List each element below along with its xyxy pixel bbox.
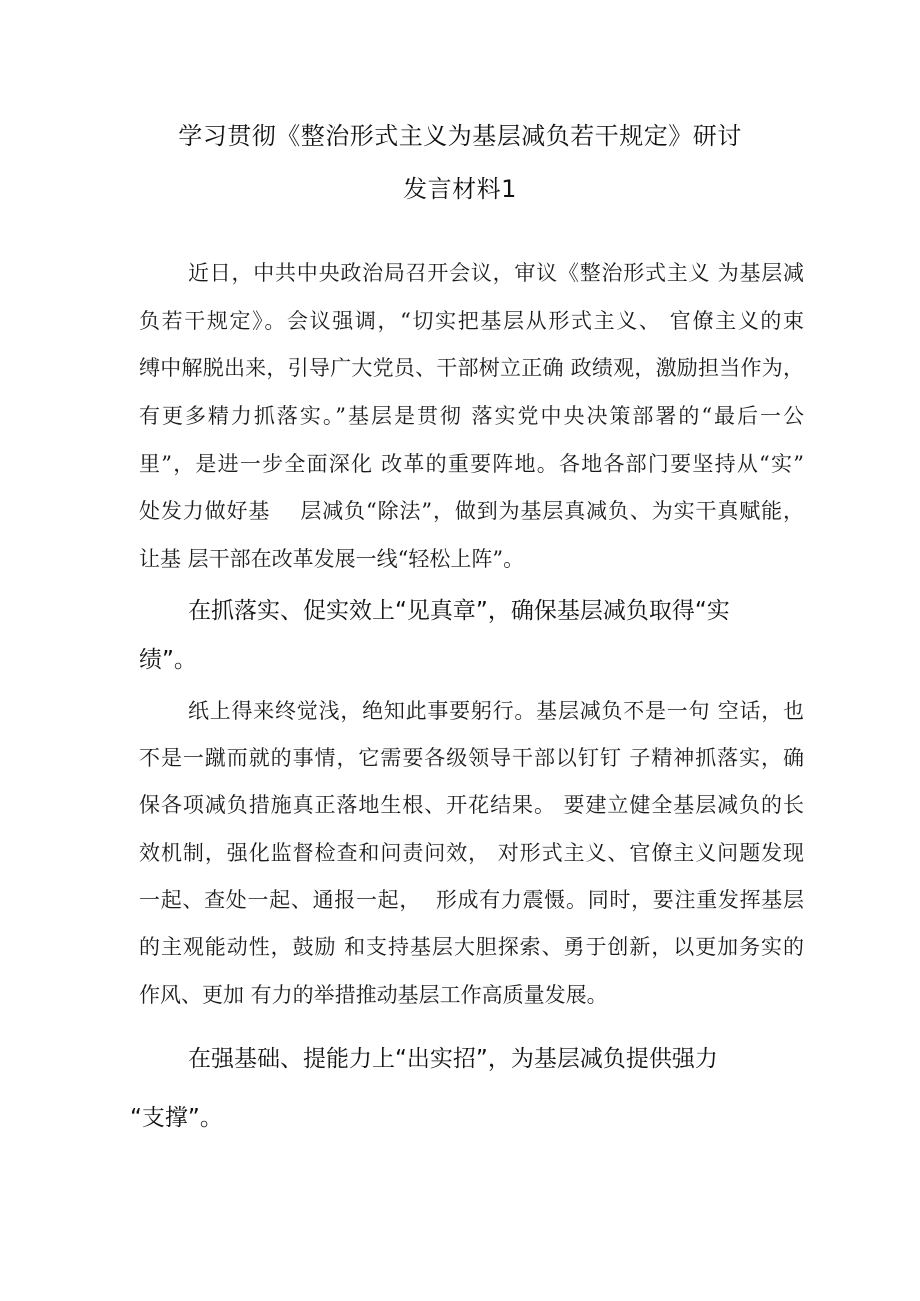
paragraph-line: 不是一蹴而就的事情，它需要各级领导干部以钉钉 子精神抓落实，确 bbox=[139, 746, 804, 770]
heading-line: 在强基础、提能力上“出实招”，为基层减负提供强力 bbox=[188, 1046, 718, 1072]
paragraph-line: 让基 层干部在改革发展一线“轻松上阵”。 bbox=[139, 547, 525, 571]
document-title-line-2: 发言材料1 bbox=[403, 175, 517, 203]
paragraph-line: 作风、更加 有力的举措推动基层工作高质量发展。 bbox=[139, 983, 608, 1007]
paragraph-line: 的主观能动性，鼓励 和支持基层大胆探索、勇于创新，以更加务实的 bbox=[139, 935, 804, 959]
heading-line: “支撑”。 bbox=[130, 1105, 223, 1131]
paragraph-line: 近日，中共中央政治局召开会议，审议《整治形式主义 为基层减 bbox=[188, 261, 804, 285]
paragraph-line: 效机制，强化监督检查和问责问效， 对形式主义、官僚主义问题发现 bbox=[139, 841, 804, 865]
heading-line: 绩”。 bbox=[139, 647, 197, 673]
paragraph-line: 缚中解脱出来，引导广大党员、干部树立正确 政绩观，激励担当作为， bbox=[139, 356, 804, 380]
paragraph-line: 里”，是进一步全面深化 改革的重要阵地。各地各部门要坚持从“实” bbox=[139, 452, 804, 476]
paragraph-line: 纸上得来终觉浅，绝知此事要躬行。基层减负不是一句 空话，也 bbox=[188, 699, 804, 723]
document-title-line-1: 学习贯彻《整治形式主义为基层减负若干规定》研讨 bbox=[178, 122, 742, 150]
paragraph-line: 处发力做好基 层减负“除法”，做到为基层真减负、为实干真赋能， bbox=[139, 499, 804, 523]
paragraph-line: 一起、查处一起、通报一起， 形成有力震慑。同时，要注重发挥基层 bbox=[139, 888, 804, 912]
heading-line: 在抓落实、促实效上“见真章”，确保基层减负取得“实 bbox=[188, 598, 730, 624]
paragraph-line: 保各项减负措施真正落地生根、开花结果。 要建立健全基层减负的长 bbox=[139, 793, 804, 817]
paragraph-line: 有更多精力抓落实。”基层是贯彻 落实党中央决策部署的“最后一公 bbox=[139, 404, 804, 428]
paragraph-line: 负若干规定》。会议强调，“切实把基层从形式主义、 官僚主义的束 bbox=[139, 309, 804, 333]
